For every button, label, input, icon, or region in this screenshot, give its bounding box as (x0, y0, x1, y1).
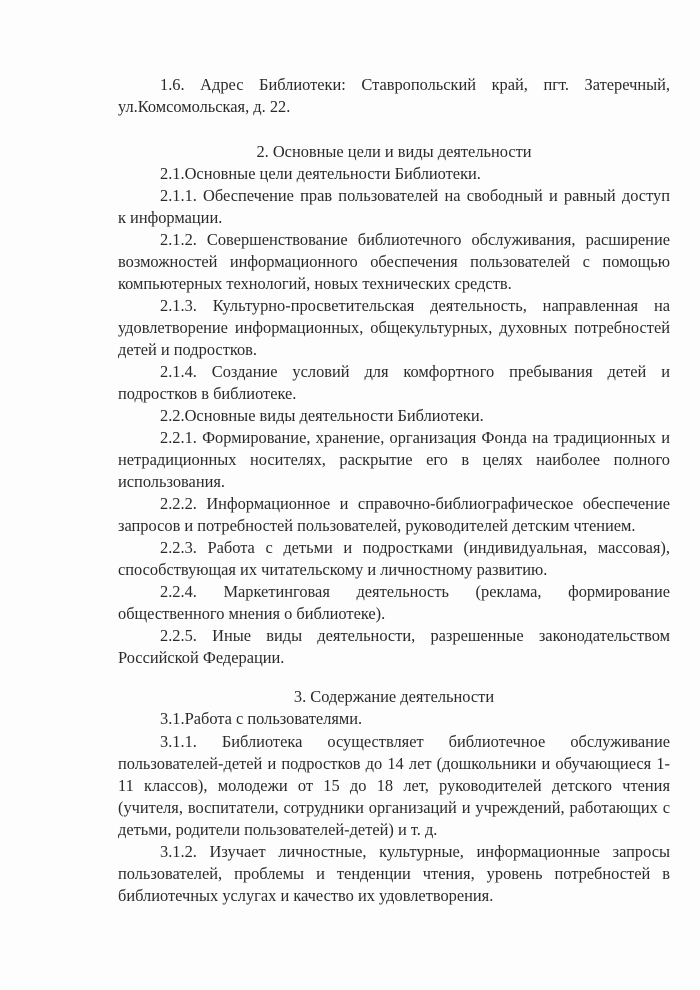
text-line: общественного мнения о библиотеке). (118, 604, 386, 623)
text-line: детьми, родители пользователей-детей) и т. д. (118, 820, 438, 839)
paragraph-2-1-4 (118, 361, 670, 405)
text-line: 2.1.4. Создание условий для комфортного пребывания детей и (160, 362, 670, 381)
text-line: пользователей-детей и подростков до 14 лет (дошкольники и обучающиеся 1- (118, 754, 670, 773)
section-heading-2: 2. Основные цели и виды деятельности (256, 142, 532, 161)
section-heading-3: 3. Содержание деятельности (293, 687, 495, 706)
text-line: 2.2.5. Иные виды деятельности, разрешенные законодательством (160, 626, 670, 645)
text-line: способствующая их читательскому и личностному развитию. (118, 560, 548, 579)
text-line: Российской Федерации. (118, 648, 285, 667)
text-line: запросов и потребностей пользователей, руководителей детским чтением. (118, 516, 636, 535)
paragraph-2-1-1 (118, 185, 670, 229)
subsection-title-2-2: 2.2.Основные виды деятельности Библиотеки. (160, 406, 484, 425)
text-line: 3.1.2. Изучает личностные, культурные, информационные запросы (160, 842, 670, 861)
text-line: 2.1.3. Культурно-просветительская деятельность, направленная на (160, 296, 670, 315)
subsection-title-2-1: 2.1.Основные цели деятельности Библиотеки. (160, 164, 481, 183)
text-line: пользователей, проблемы и тенденции чтения, уровень потребностей в (118, 864, 670, 883)
text-line: 2.2.3. Работа с детьми и подростками (индивидуальная, массовая), (160, 538, 670, 557)
paragraph-2-2-4 (118, 581, 670, 625)
text-line: 2.2.1. Формирование, хранение, организация Фонда на традиционных и (160, 428, 670, 447)
text-line: 2.1.2. Совершенствование библиотечного обслуживания, расширение (160, 230, 670, 249)
paragraph-2-2-3 (118, 537, 670, 581)
text-line: 2.2.2. Информационное и справочно-библиографическое обеспечение (160, 494, 670, 513)
text-line: (учителя, воспитатели, сотрудники организаций и учреждений, работающих с (118, 798, 670, 817)
address-paragraph (118, 74, 670, 118)
text-line: детей и подростков. (118, 340, 258, 359)
text-line: удовлетворение информационных, общекультурных, духовных потребностей (118, 318, 670, 337)
text-line: использования. (118, 472, 226, 491)
text-line: 2.1.1. Обеспечение прав пользователей на свободный и равный доступ (160, 186, 670, 205)
paragraph-2-2-5 (118, 625, 670, 669)
text-line: ул.Комсомольская, д. 22. (118, 97, 291, 116)
text-line: компьютерных технологий, новых технических средств. (118, 274, 512, 293)
paragraph-2-2-2 (118, 493, 670, 537)
paragraph-3-1-1 (118, 731, 670, 841)
text-line: нетрадиционных носителях, раскрытие его в целях наиболее полного (118, 450, 670, 469)
text-line: 1.6. Адрес Библиотеки: Ставропольский край, пгт. Затеречный, (160, 75, 670, 94)
paragraph-2-2-1 (118, 427, 670, 493)
text-line: возможностей информационного обеспечения пользователей с помощью (118, 252, 670, 271)
text-line: библиотечных услугах и качество их удовлетворения. (118, 886, 494, 905)
paragraph-3-1-2 (118, 841, 670, 907)
text-line: 11 классов), молодежи от 15 до 18 лет, руководителей детского чтения (118, 776, 670, 795)
paragraph-2-1-2 (118, 229, 670, 295)
text-line: 2.2.4. Маркетинговая деятельность (реклама, формирование (160, 582, 670, 601)
text-line: к информации. (118, 208, 223, 227)
paragraph-2-1-3 (118, 295, 670, 361)
text-line: подростков в библиотеке. (118, 384, 297, 403)
text-line: 3.1.1. Библиотека осуществляет библиотечное обслуживание (160, 732, 670, 751)
subsection-title-3-1: 3.1.Работа с пользователями. (160, 709, 363, 728)
